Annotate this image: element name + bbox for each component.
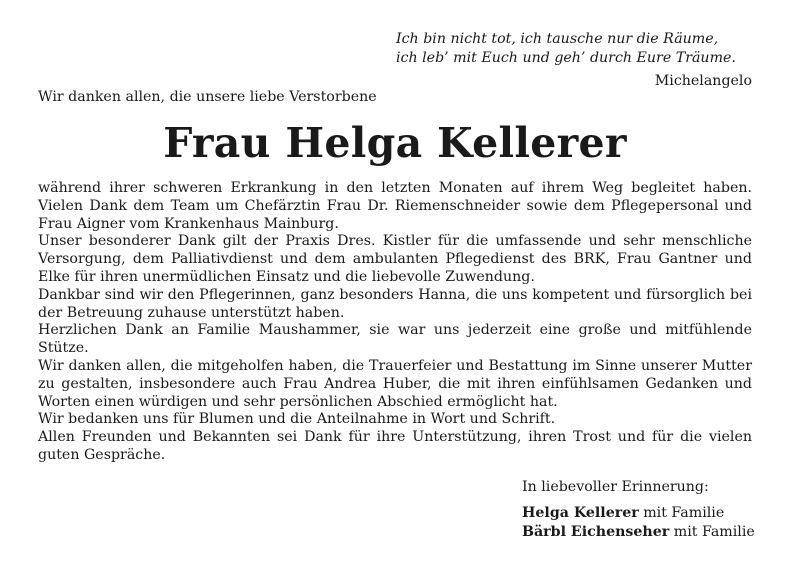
paragraph: während ihrer schweren Erkrankung in den letzten Monaten auf ihrem Weg begleitet haben. Vielen Dank dem Team um Chefärztin Frau Dr. Riemenschneider sowie dem Pflegepersonal und Frau Aigner vom Krankenhaus Mainburg. bbox=[38, 180, 752, 232]
epigraph-quote bbox=[372, 30, 752, 91]
paragraph: Wir bedanken uns für Blumen und die Anteilnahme in Wort und Schrift. bbox=[38, 411, 556, 428]
paragraph: Wir danken allen, die mitgeholfen haben, die Trauerfeier und Bestattung im Sinne unserer Mutter zu gestalten, insbesondere auch Frau Andrea Huber, die mit ihren einfühlsamen Gedanken und Worten einen würdigen und sehr persönlichen Abschied ermöglicht hat. bbox=[38, 357, 752, 410]
closing-heading: In liebevoller Erinnerung: bbox=[522, 479, 709, 495]
thanks-body bbox=[38, 180, 752, 465]
signer-line bbox=[522, 523, 762, 542]
quote-line-1: Ich bin nicht tot, ich tausche nur die Räume, bbox=[396, 31, 719, 47]
paragraph: Unser besonderer Dank gilt der Praxis Dres. Kistler für die umfassende und sehr menschliche Versorgung, dem Palliativdienst und dem ambulanten Pflegedienst des BRK, Frau Gantner und Elke für ihren unermüdlichen Einsatz und die liebevolle Zuwendung. bbox=[38, 233, 752, 285]
intro-text: Wir danken allen, die unsere liebe Verstorbene bbox=[38, 89, 377, 105]
paragraph: Dankbar sind wir den Pflegerinnen, ganz besonders Hanna, die uns kompetent und fürsorglich bei der Betreuung zuhause unterstützt haben. bbox=[38, 286, 752, 321]
quote-author: Michelangelo bbox=[654, 73, 752, 89]
quote-line-2: ich leb’ mit Euch und geh’ durch Eure Träume. bbox=[396, 49, 736, 66]
spacer bbox=[522, 497, 762, 504]
signer-line bbox=[522, 504, 762, 523]
paragraph: Allen Freunden und Bekannten sei Dank für ihre Unterstützung, ihren Trost und für die vielen guten Gespräche. bbox=[38, 429, 752, 463]
signer-name: Helga Kellerer bbox=[522, 505, 639, 521]
closing-signature bbox=[522, 478, 762, 542]
signer-name: Bärbl Eichenseher bbox=[522, 524, 670, 540]
signer-suffix: mit Familie bbox=[669, 524, 755, 540]
paragraph: Herzlichen Dank an Familie Maushammer, sie war uns jederzeit eine große und mitfühlende Stütze. bbox=[38, 322, 752, 357]
deceased-name: Frau Helga Kellerer bbox=[163, 119, 627, 167]
signer-suffix: mit Familie bbox=[638, 505, 725, 521]
